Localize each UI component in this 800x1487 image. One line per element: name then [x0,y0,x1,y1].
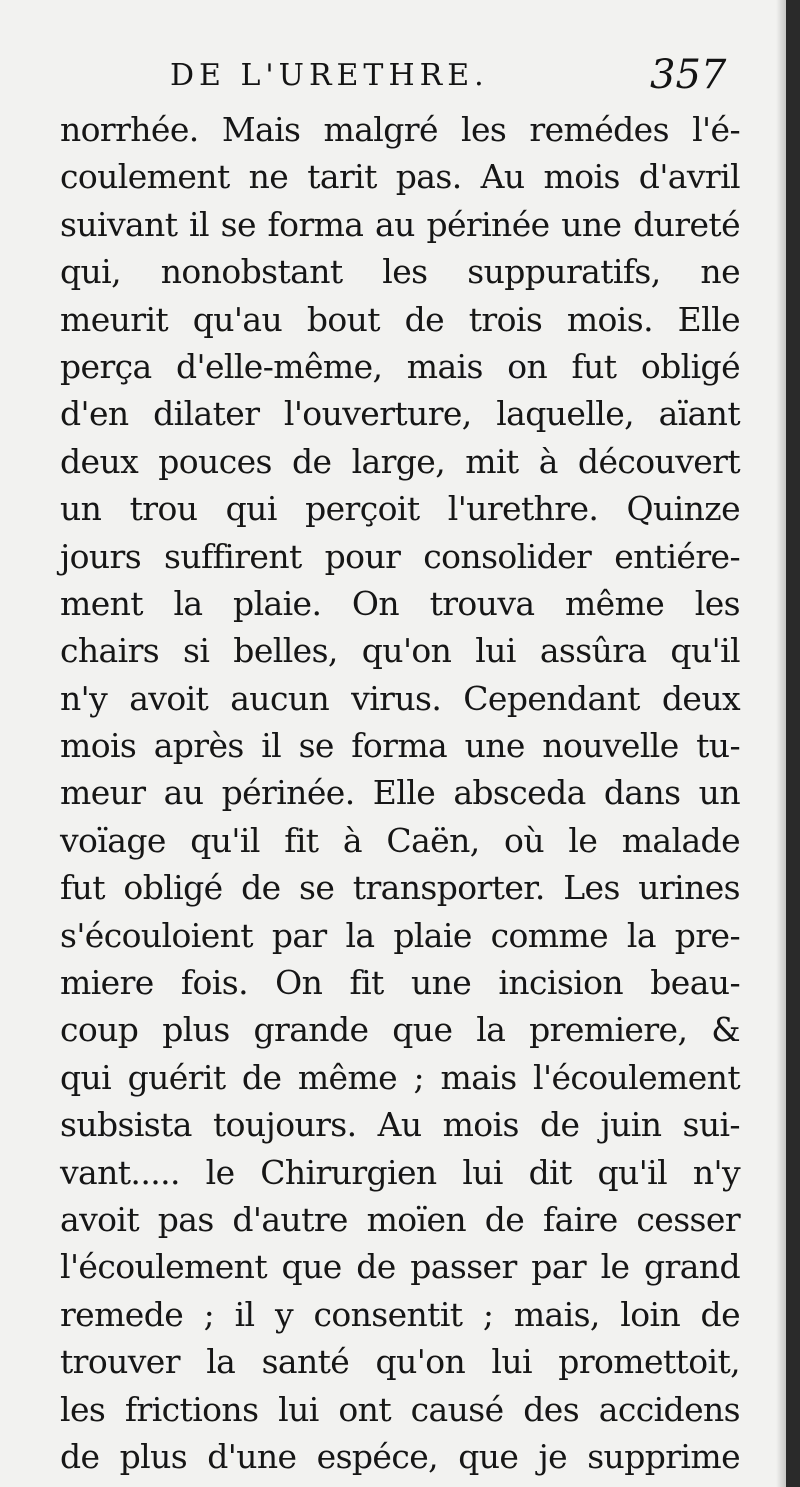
running-head [0,52,800,112]
text-line: remede ; il y consentit ; mais, loin de [60,1294,740,1334]
running-title: DE L'URETHRE. [170,58,489,93]
text-line: qui, nonobstant les suppuratifs, ne [60,252,740,292]
text-line: meur au périnée. Elle absceda dans un [60,773,740,813]
text-line: voïage qu'il fit à Caën, où le malade [60,820,740,860]
text-line: trouver la santé qu'on lui promettoit, [60,1342,740,1382]
text-line: deux pouces de large, mit à découvert [60,441,740,481]
text-line: vant..... le Chirurgien lui dit qu'il n'y [60,1152,740,1192]
text-line: perça d'elle-même, mais on fut obligé [60,346,740,386]
text-line: avoit pas d'autre moïen de faire cesser [60,1199,740,1239]
page-edge-shadow [776,0,786,1487]
text-line: n'y avoit aucun virus. Cependant deux [60,678,740,718]
text-line: s'écouloient par la plaie comme la pre- [60,915,740,955]
text-line: norrhée. Mais malgré les remédes l'é- [60,110,740,149]
text-line: ment la plaie. On trouva même les [60,583,740,623]
text-line: mois après il se forma une nouvelle tu- [60,726,740,766]
text-line: meurit qu'au bout de trois mois. Elle [60,299,740,339]
text-line: qui guérit de même ; mais l'écoulement [60,1057,740,1097]
text-line: jours suffirent pour consolider entiére- [60,536,740,576]
body-text [60,106,740,1480]
text-line: de plus d'une espéce, que je supprime [60,1436,740,1476]
text-line: subsista toujours. Au mois de juin sui- [60,1105,740,1145]
text-line: les frictions lui ont causé des accidens [60,1389,740,1429]
text-line: coulement ne tarit pas. Au mois d'avril [60,157,740,197]
text-line: suivant il se forma au périnée une dureté [60,204,740,244]
text-line: coup plus grande que la premiere, & [60,1010,740,1050]
page-edge [786,0,800,1487]
text-line: chairs si belles, qu'on lui assûra qu'il [60,631,740,671]
text-line: d'en dilater l'ouverture, laquelle, aïant [60,394,740,434]
page-number: 357 [650,52,727,98]
text-line: fut obligé de se transporter. Les urines [60,868,740,908]
text-line: un trou qui perçoit l'urethre. Quinze [60,489,740,529]
text-line: l'écoulement que de passer par le grand [60,1247,740,1287]
text-line: miere fois. On fit une incision beau- [60,963,740,1003]
